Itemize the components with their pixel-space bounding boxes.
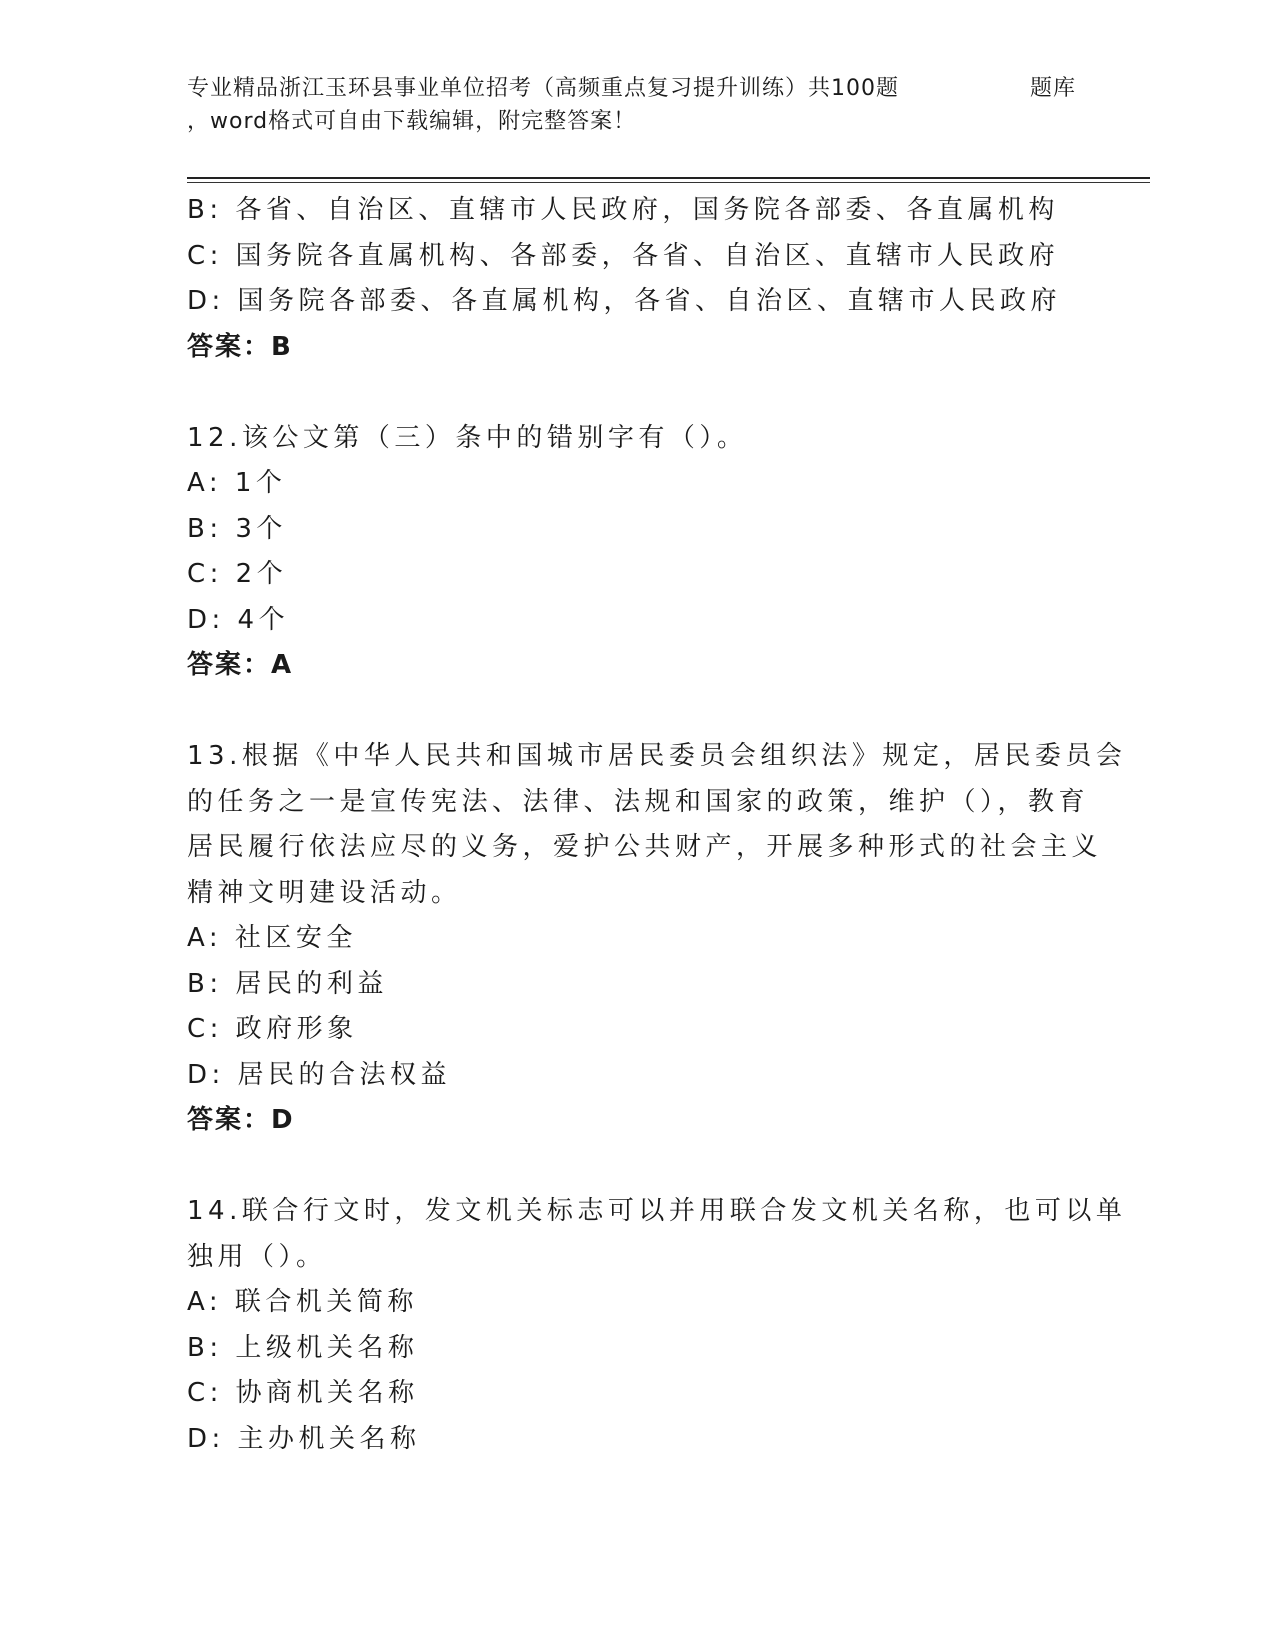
- answer-line: 答案：B: [187, 331, 293, 362]
- question-text: 居民履行依法应尽的义务，爱护公共财产，开展多种形式的社会主义: [187, 832, 1103, 862]
- option-b: B: 上级机关名称: [187, 1332, 419, 1363]
- header-title-line1: [187, 72, 1147, 106]
- option-d: D: 国务院各部委、各直属机构，各省、自治区、直辖市人民政府: [187, 286, 1062, 316]
- answer-line: 答案：D: [187, 1105, 295, 1135]
- header-title-line2: ，word格式可自由下载编辑，附完整答案！: [187, 109, 637, 134]
- question-14: [187, 1189, 1127, 1462]
- question-text: 精神文明建设活动。: [187, 877, 462, 908]
- option-c: C: 政府形象: [187, 1014, 358, 1044]
- option-d: D: 4个: [187, 604, 290, 635]
- question-text: 14.联合行文时，发文机关标志可以并用联合发文机关名称，也可以单: [187, 1196, 1127, 1226]
- option-c: C: 2个: [187, 559, 288, 589]
- spacer: [187, 370, 1087, 416]
- header-tag: 题库: [1030, 76, 1077, 101]
- option-b: B: 居民的利益: [187, 968, 388, 999]
- header-divider-thin: [187, 182, 1150, 183]
- option-b: B: 3个: [187, 513, 287, 544]
- continued-question: [187, 188, 1087, 370]
- question-13: [187, 734, 1127, 1144]
- option-a: A: 社区安全: [187, 923, 357, 953]
- question-text: 独用（）。: [187, 1241, 327, 1272]
- question-text: 12.该公文第（三）条中的错别字有（）。: [187, 422, 748, 453]
- header-divider-thick: [187, 177, 1150, 179]
- question-content: [187, 188, 1127, 1462]
- spacer: [187, 689, 1087, 735]
- question-text: 的任务之一是宣传宪法、法律、法规和国家的政策，维护（），教育: [187, 786, 1090, 817]
- option-d: D: 居民的合法权益: [187, 1059, 452, 1090]
- header-title: 专业精品浙江玉环县事业单位招考（高频重点复习提升训练）共100题: [187, 76, 899, 101]
- option-c: C: 协商机关名称: [187, 1378, 419, 1408]
- spacer: [187, 1144, 1087, 1190]
- option-c: C: 国务院各直属机构、各部委，各省、自治区、直辖市人民政府: [187, 240, 1060, 271]
- option-a: A: 联合机关简称: [187, 1287, 418, 1317]
- option-d: D: 主办机关名称: [187, 1423, 421, 1454]
- question-text: 13.根据《中华人民共和国城市居民委员会组织法》规定，居民委员会: [187, 741, 1127, 771]
- question-12: [187, 416, 1087, 689]
- option-a: A: 1个: [187, 468, 287, 498]
- option-b: B: 各省、自治区、直辖市人民政府，国务院各部委、各直属机构: [187, 195, 1059, 225]
- page-header: [187, 72, 1147, 139]
- answer-line: 答案：A: [187, 650, 294, 680]
